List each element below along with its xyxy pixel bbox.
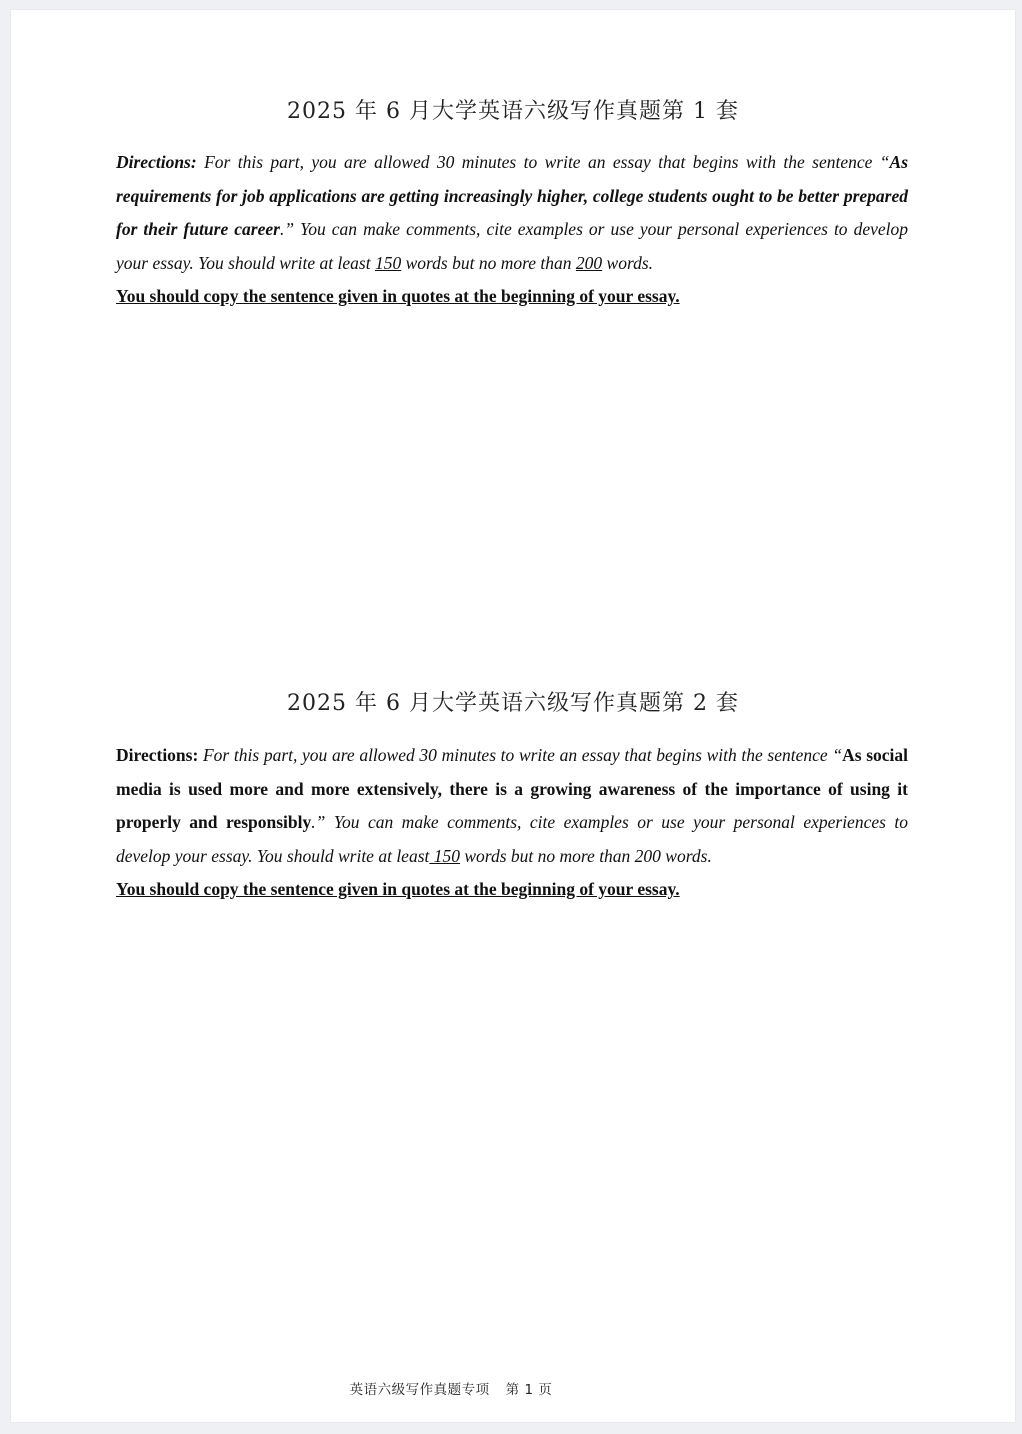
- section-1-title: 2025 年 6 月大学英语六级写作真题第 1 套: [287, 99, 739, 124]
- section-2-title: 2025 年 6 月大学英语六级写作真题第 2 套: [287, 691, 739, 716]
- page-number: 第 1 页: [505, 1382, 553, 1398]
- copy-instruction: You should copy the sentence given in quotes at the beginning of your essay.: [116, 879, 680, 899]
- min-words: 150: [429, 845, 460, 866]
- directions-label: Directions:: [116, 152, 197, 172]
- open-quote: “: [879, 152, 890, 172]
- section-1-directions: [116, 146, 908, 314]
- directions-tail-b: words but no more than 200 words.: [460, 845, 712, 866]
- close-quote: .”: [279, 219, 301, 239]
- close-quote: .”: [311, 812, 334, 832]
- page-footer: [11, 1378, 891, 1398]
- directions-lead: For this part, you are allowed 30 minutes to write an essay that begins with the sentence: [196, 152, 880, 172]
- prompt-sentence: As social media is used more and more extensively, there is a growing awareness of the importance of using it properly and responsibly: [116, 745, 908, 832]
- directions-tail: You can make comments, cite examples or use your personal experiences to develop your essay. You should write at least: [116, 219, 909, 273]
- directions-lead: For this part, you are allowed 30 minutes to write an essay that begins with the sentence: [198, 745, 833, 765]
- directions-tail-b: words but no more than: [401, 252, 576, 273]
- section-2-directions: [116, 739, 908, 907]
- prompt-sentence: As requirements for job applications are getting increasingly higher, college students ought to be better prepared for their future career: [116, 152, 908, 239]
- copy-instruction: You should copy the sentence given in quotes at the beginning of your essay.: [116, 286, 680, 306]
- directions-label: Directions:: [116, 745, 199, 765]
- document-page: [11, 10, 1015, 1422]
- directions-tail-c: words.: [602, 252, 654, 273]
- open-quote: “: [832, 745, 843, 765]
- footer-label: 英语六级写作真题专项: [349, 1382, 490, 1398]
- min-words: 150: [374, 252, 402, 273]
- max-words: 200: [575, 252, 603, 273]
- directions-tail: You can make comments, cite examples or use your personal experiences to develop your essay. You should write at least: [116, 812, 909, 866]
